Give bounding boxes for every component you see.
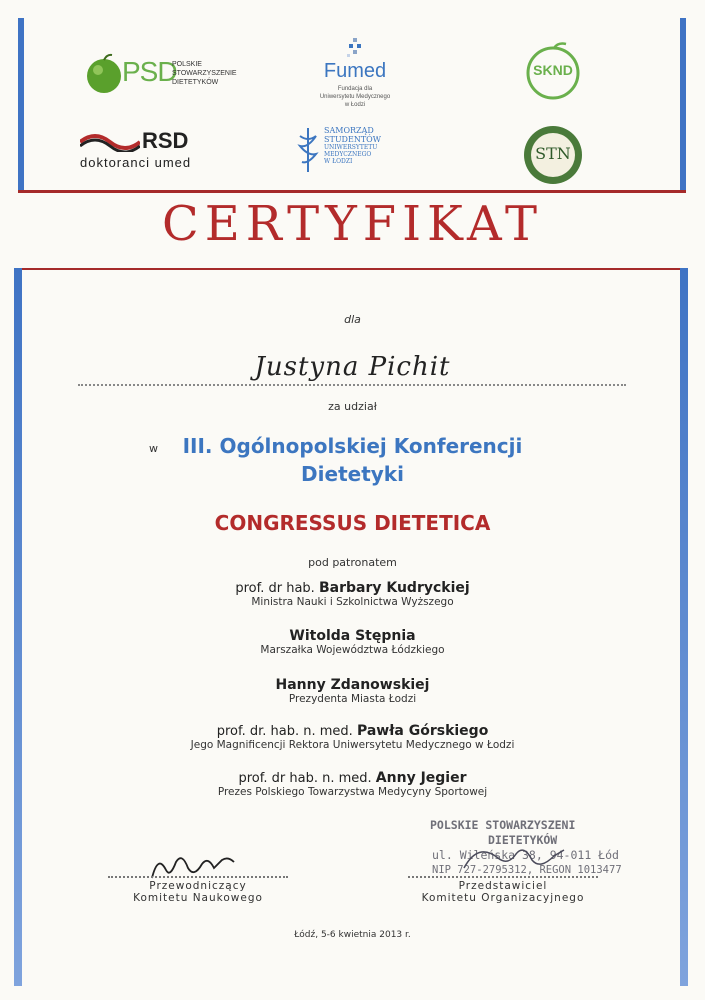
logo-sknd <box>524 42 582 100</box>
samorzad-line4: MEDYCZNEGO <box>324 151 372 158</box>
samorzad-line3: UNIWERSYTETU <box>324 144 378 151</box>
stamp-line4: NIP 727-2795312, REGON 1013477 <box>432 864 622 876</box>
for-label: dla <box>344 313 361 326</box>
right-caption-line1: Przedstawiciel <box>458 880 548 892</box>
patron-2 <box>0 628 705 656</box>
recipient-name: Justyna Pichit <box>254 352 451 382</box>
samorzad-line5: W ŁODZI <box>324 158 353 165</box>
patron-1-role: Ministra Nauki i Szkolnictwa Wyższego <box>251 596 454 608</box>
apple-icon <box>84 52 124 96</box>
patron-3 <box>0 677 705 705</box>
stamp-line2: DIETETYKÓW <box>488 833 558 847</box>
wave-icon <box>80 130 140 152</box>
right-signature-caption <box>408 880 598 904</box>
logo-fumed <box>300 38 410 118</box>
left-caption-line1: Przewodniczący <box>149 880 247 892</box>
samorzad-line1: SAMORZĄD <box>324 126 374 135</box>
right-caption-line2: Komitetu Organizacyjnego <box>421 892 585 904</box>
fumed-sub2: Uniwersytetu Medycznego <box>319 94 391 100</box>
certificate-title: CERTYFIKAT <box>162 196 543 252</box>
left-caption-line2: Komitetu Naukowego <box>133 892 263 904</box>
logo-stn <box>522 124 584 186</box>
conference-line1: III. Ogólnopolskiej Konferencji <box>182 434 523 458</box>
in-label: w <box>149 442 158 455</box>
logo-rsd <box>80 128 230 176</box>
patron-4-name: Pawła Górskiego <box>356 723 489 739</box>
rsd-sub: doktoranci umed <box>80 155 192 170</box>
patron-5-prefix: prof. dr hab. n. med. <box>238 771 372 786</box>
patron-5-name: Anny Jegier <box>375 770 467 786</box>
conference-line2: Dietetyki <box>301 462 404 486</box>
pixel-cross-icon <box>345 38 365 60</box>
stamp-line3: ul. Wileńska 38, 94-011 Łód <box>432 848 619 862</box>
stn-text: STN <box>535 144 571 163</box>
rsd-name: RSD <box>142 128 189 153</box>
place-date: Łódź, 5-6 kwietnia 2013 r. <box>294 930 411 940</box>
patron-5-role: Prezes Polskiego Towarzystwa Medycyny Sportowej <box>217 786 488 798</box>
divider-top <box>18 190 686 193</box>
psd-line2: STOWARZYSZENIE <box>172 70 237 77</box>
patron-2-role: Marszałka Województwa Łódzkiego <box>260 644 445 656</box>
sknd-text: SKND <box>533 62 573 78</box>
divider-bottom <box>18 268 686 270</box>
left-signature-caption <box>108 880 288 904</box>
patron-3-role: Prezydenta Miasta Łodzi <box>288 693 417 705</box>
samorzad-line2: STUDENTÓW <box>324 135 381 144</box>
logo-samorzad <box>296 124 416 180</box>
patron-1-prefix: prof. dr hab. <box>235 581 315 596</box>
patron-3-name: Hanny Zdanowskiej <box>275 677 430 693</box>
patronage-label: pod patronatem <box>308 556 397 569</box>
left-signature <box>148 848 238 884</box>
psd-line3: DIETETYKÓW <box>172 79 219 86</box>
right-signature <box>458 838 568 878</box>
patron-4-prefix: prof. dr. hab. n. med. <box>216 724 353 739</box>
patron-5 <box>0 770 705 798</box>
patron-2-name: Witolda Stępnia <box>289 628 416 644</box>
patron-4 <box>0 723 705 751</box>
congress-name: CONGRESSUS DIETETICA <box>214 511 491 535</box>
caduceus-icon <box>296 126 320 174</box>
patron-4-role: Jego Magnificencji Rektora Uniwersytetu Medycznego w Łodzi <box>190 739 515 751</box>
fumed-name: Fumed <box>323 60 387 82</box>
fumed-sub3: w Łodzi <box>344 102 366 108</box>
psd-line1: POLSKIE <box>172 61 202 68</box>
right-signature-line <box>408 876 598 878</box>
patron-1 <box>0 580 705 608</box>
psd-abbr: PSD <box>122 56 177 87</box>
logo-psd <box>84 52 237 98</box>
participation-label: za udział <box>328 400 377 413</box>
left-signature-line <box>108 876 288 878</box>
recipient-dotted-line <box>78 384 626 386</box>
patron-1-name: Barbary Kudryckiej <box>318 580 470 596</box>
fumed-sub1: Fundacja dla <box>337 86 373 92</box>
stamp-line1: POLSKIE STOWARZYSZENI <box>430 818 576 832</box>
